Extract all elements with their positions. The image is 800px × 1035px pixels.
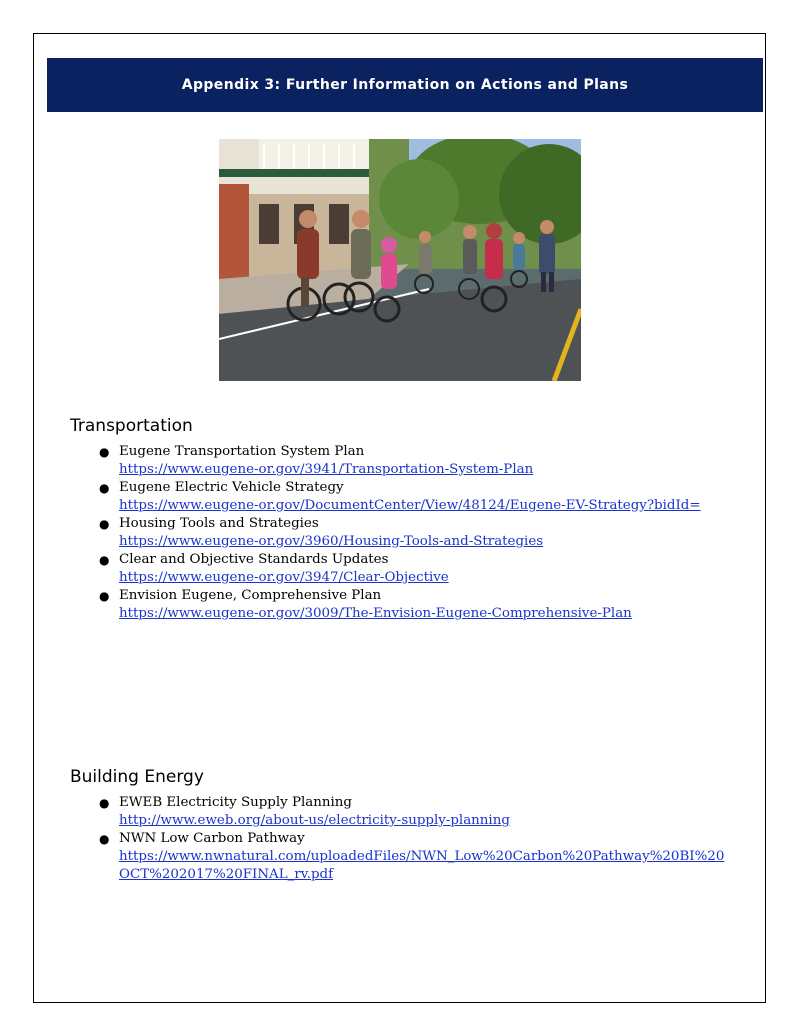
list-item xyxy=(94,794,734,830)
appendix-title: Appendix 3: Further Information on Actions and Plans xyxy=(181,77,629,93)
envision-eugene-link[interactable]: https://www.eugene-or.gov/3009/The-Envision-Eugene-Comprehensive-Plan xyxy=(119,606,632,621)
item-title: Envision Eugene, Comprehensive Plan xyxy=(119,588,382,603)
page-frame xyxy=(33,33,766,1003)
bullet-icon: ● xyxy=(99,553,110,567)
housing-tools-link[interactable]: https://www.eugene-or.gov/3960/Housing-Tools-and-Strategies xyxy=(119,534,544,549)
list-item xyxy=(94,587,734,623)
ev-strategy-link[interactable]: https://www.eugene-or.gov/DocumentCenter/View/48124/Eugene-EV-Strategy?bidId= xyxy=(119,498,701,513)
list-item xyxy=(94,551,734,587)
bullet-icon: ● xyxy=(99,517,110,531)
transportation-heading: Transportation xyxy=(70,416,193,436)
building-energy-heading: Building Energy xyxy=(70,767,204,787)
eweb-supply-planning-link[interactable]: http://www.eweb.org/about-us/electricity-supply-planning xyxy=(119,813,510,828)
building-energy-list xyxy=(94,794,734,884)
transportation-list xyxy=(94,443,734,623)
list-item xyxy=(94,830,734,884)
cyclists-photo-icon xyxy=(219,139,581,381)
nwn-low-carbon-link[interactable]: https://www.nwnatural.com/uploadedFiles/NWN_Low%20Carbon%20Pathway%20BI%20OCT%202017%20FINAL_rv.pdf xyxy=(119,849,725,882)
list-item xyxy=(94,479,734,515)
item-title: EWEB Electricity Supply Planning xyxy=(119,795,352,810)
list-item xyxy=(94,515,734,551)
appendix-header xyxy=(47,58,763,112)
bullet-icon: ● xyxy=(99,832,110,846)
item-title: NWN Low Carbon Pathway xyxy=(119,831,305,846)
item-title: Eugene Transportation System Plan xyxy=(119,444,365,459)
list-item xyxy=(94,443,734,479)
cyclists-photo xyxy=(219,139,581,381)
item-title: Clear and Objective Standards Updates xyxy=(119,552,389,567)
transportation-system-plan-link[interactable]: https://www.eugene-or.gov/3941/Transportation-System-Plan xyxy=(119,462,534,477)
item-title: Eugene Electric Vehicle Strategy xyxy=(119,480,344,495)
item-title: Housing Tools and Strategies xyxy=(119,516,319,531)
bullet-icon: ● xyxy=(99,796,110,810)
bullet-icon: ● xyxy=(99,445,110,459)
bullet-icon: ● xyxy=(99,481,110,495)
clear-objective-link[interactable]: https://www.eugene-or.gov/3947/Clear-Objective xyxy=(119,570,449,585)
bullet-icon: ● xyxy=(99,589,110,603)
